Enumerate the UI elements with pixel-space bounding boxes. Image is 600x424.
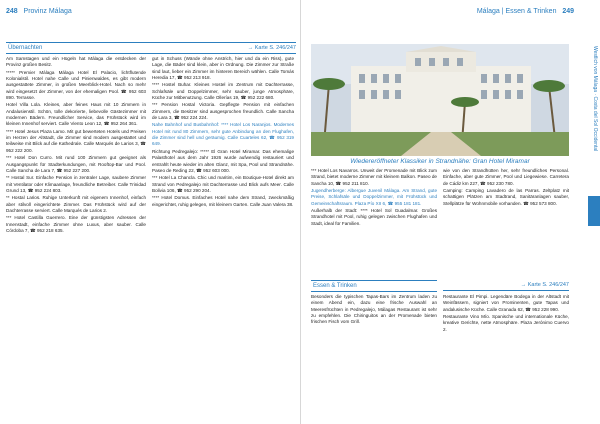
- column-left-1: [6, 56, 146, 420]
- column-right-1: [311, 168, 437, 280]
- paragraph: Außerhalb der Stadt: **** Hotel Sol Guadalmar. Großes Strandhotel mit Pool, ruhig gelegen zwischen Flughafen und Stadt, ideal für Familien.: [311, 208, 437, 226]
- paragraph: Richtung Pedregalejo: ***** El Gran Hotel Miramar. Das ehemalige Palasthotel aus dem Jahr 1926 wurde aufwendig restauriert und erstrahlt heute wieder im alten Glanz, mit Spa, Pool und Strandnähe. Paseo de Reding 22, ☎ 952 603 000.: [152, 148, 294, 173]
- paragraph: ***** Premier Málaga Málaga Hotel El Palacio, lichtflutende Kolonialstil. Hotel nahe Calle und Pinienwaldes, es gibt modern ausgestattete Zimmer, in großen Meerblick-Hotel. Nach so mehr wird eingesetzt der Zimmer, von der ehemaligen Pool. ☎ 952 603 890. Terrasse.: [6, 69, 146, 101]
- paragraph: *** Hotel La Chancla. Chic und maritim, ein Boutique-Hotel direkt am Strand von Pedregalejo mit Dachterrasse und Blick aufs Meer. Calle Bolivia 106, ☎ 952 290 204.: [152, 175, 294, 193]
- page-number-right: 249: [562, 8, 574, 15]
- paragraph: **** Hotel Jesus Plaza Lamo. Mit gut bewerteten Hotels und Preisen im Herzen der Altstadt, die Zimmer sind modern ausgestattet und teilweise mit Blick auf die Kathedrale. Calle Marqués de Larios 3, ☎ 952 222 200.: [6, 128, 146, 153]
- hotel-photo: [311, 44, 569, 156]
- column-right-3: [311, 294, 437, 420]
- paragraph: *** Pension Hostal Victoria. Gepflegte Pension mit einfachen Zimmern, die Besitzer sind ausgesprochen freundlich. Calle Sancha de Lara 3, ☎ 952 224 224.: [152, 102, 294, 121]
- column-right-2: [443, 168, 569, 276]
- paragraph: *** Hotel Los Navarros. Unweit der Promenade mit Blick zum Strand, bietet moderne Zimmer mit kleinem Balkon. Paseo de Sancha 10, ☎ 952 211 810.: [311, 168, 437, 186]
- running-title-left: Provinz Málaga: [23, 8, 72, 15]
- running-title-right: Málaga | Essen & Trinken: [476, 8, 557, 15]
- paragraph: Besonders die typischen Tapas-Bars im Zentrum laden zu einem Abend ein, dazu eine frische Auswahl an Meeresfrüchten in Pedregalejo, Málagas Restaurant ist sehr zu empfehlen. Die Chiringuitos an der Promenade bieten frischen Fisch vom Grill.: [311, 294, 437, 325]
- section-header-essen-trinken: [311, 280, 437, 292]
- paragraph: Restaurante Vino Mío. Spanische und internationale Küche, kreative Gerichte, nette Atmosphäre. Plaza Jerónimo Cuervo 2.: [443, 314, 569, 332]
- photo-caption: Wiedereröffneter Klassiker in Strandnähe: Gran Hotel Miramar: [350, 158, 530, 165]
- paragraph: **** Hotel Domus. Einfaches Hotel nahe dem Strand, zweckmäßig eingerichtet, ruhig gelegen, mit kleinem Garten. Calle Juan Valera 38.: [152, 195, 294, 207]
- paragraph: ** Hostal Sur. Einfache Pension in zentraler Lage, saubere Zimmer mit Ventilator oder Klimaanlage, freundliche Betreiber. Calle Trinidad Grund 13, ☎ 952 224 803.: [6, 175, 146, 193]
- paragraph-highlight: Nahe Bahnhof und Busbahnhof: **** Hotel Los Naranjos. Modernes Hotel mit rund 80 Zimmern, sehr gute Anbindung an den Flughafen, die Zimmer sind hell und geräumig. Calle Cuarteles 62, ☎ 952 319 649.: [152, 122, 294, 147]
- column-left-2: [152, 56, 294, 420]
- paragraph: *** Hotel Castilla Guerrero. Eine der günstigsten Adressen der Innenstadt, einfache Zimmer ohne Luxus, aber sauber. Calle Córdoba 7, ☎ 952 218 635.: [6, 215, 146, 233]
- paragraph: Restaurante El Pimpi. Legendäre Bodega in der Altstadt mit Weinfässern, signiert von Prominenten, gute Tapas und andalusische Küche. Calle Granada 62, ☎ 952 228 990.: [443, 294, 569, 312]
- chapter-tab-marker: [588, 196, 600, 226]
- paragraph: wie von den Strandhütten her, sehr freundliches Personal. Einfache, aber gute Zimmer, Pool und Liegewiese. Carretera de Cádiz km 227, ☎ 952 230 780.: [443, 168, 569, 186]
- chapter-side-text: Westlich von Málaga · Costa del Sol Occidental: [592, 46, 598, 152]
- running-header-left: [6, 8, 72, 15]
- section-header-map-ref: [443, 280, 569, 291]
- paragraph: ** Hostal Larios. Ruhige Unterkunft mit eigenem Innenhof, einfach aber stilvoll eingerichtete Zimmer. Das Frühstück wird auf der Dachterrasse serviert. Calle Marqués de Larios 2.: [6, 195, 146, 213]
- page-number-left: 248: [6, 8, 18, 15]
- running-header-right: [477, 8, 574, 15]
- hotel-miramar-image: [311, 44, 569, 156]
- section-title: Übernachten: [8, 45, 43, 51]
- paragraph-highlight: Jugendherberge: Albergue Juvenil Málaga. Am Strand, gute Preise, Schlafsäle und Doppelzimmer, mit Frühstück und Gemeinschaftsraum. Plaza Pío XII 6, ☎ 955 181 181.: [311, 188, 437, 206]
- paragraph: Am Samstagen und ein Hügeln hat Málaga die entdecken der Provinz großen Besitz.: [6, 56, 146, 68]
- column-right-4: [443, 294, 569, 420]
- right-page: [300, 0, 600, 424]
- section-title: Essen & Trinken: [313, 283, 357, 289]
- section-header-uebernachten: [6, 42, 296, 54]
- section-map-ref: → Karte S. 246/247: [520, 282, 569, 288]
- section-map-ref: → Karte S. 246/247: [247, 45, 296, 51]
- paragraph: Camping: Camping Lavadero de las Parras. Zeltplatz mit schattigen Plätzen am Stadtrand, Sanitäranlagen sauber, Stellplätze für Wohnmobile vorhanden. ☎ 952 573 800.: [443, 188, 569, 206]
- paragraph: Hotel Villa Lola. Kleines, aber feines Haus mit 10 Zimmern in Andalusienstil. Schön, tolle dekorierte, liebevolle Gästezimmer mit modernen Bädern. Freundlicher Service, das Frühstück wird im kleinen Innenhof serviert. Calle Viento Leon 12, ☎ 952 264 361.: [6, 102, 146, 127]
- paragraph: gut in Schuss (Wände ohne Anstrich, hier und da ein Riss), gute Lage, die Bäder sind klein, aber in Ordnung. Die Zimmer zur Straße sind laut, lieber ein Zimmer im hinteren Bereich wählen. Calle Tomás Heredia 17, ☎ 952 213 918.: [152, 56, 294, 81]
- chapter-sidebar: [588, 0, 600, 424]
- paragraph: *** Hotel Don Curro. Mit rund 100 Zimmern gut geeignet als Ausgangspunkt für Stadterkundungen, mit Rooftop-Bar und Pool. Calle Sancha de Lara 7, ☎ 952 227 200.: [6, 155, 146, 173]
- paragraph: **** Hostel Buhar. Kleines Hostel im Zentrum mit Dachterrasse, Schlafsäle und Doppelzimmer, sehr sauber, junge Atmosphäre, Küche zur Mitbenutzung. Calle Ollerías 19, ☎ 952 222 680.: [152, 82, 294, 101]
